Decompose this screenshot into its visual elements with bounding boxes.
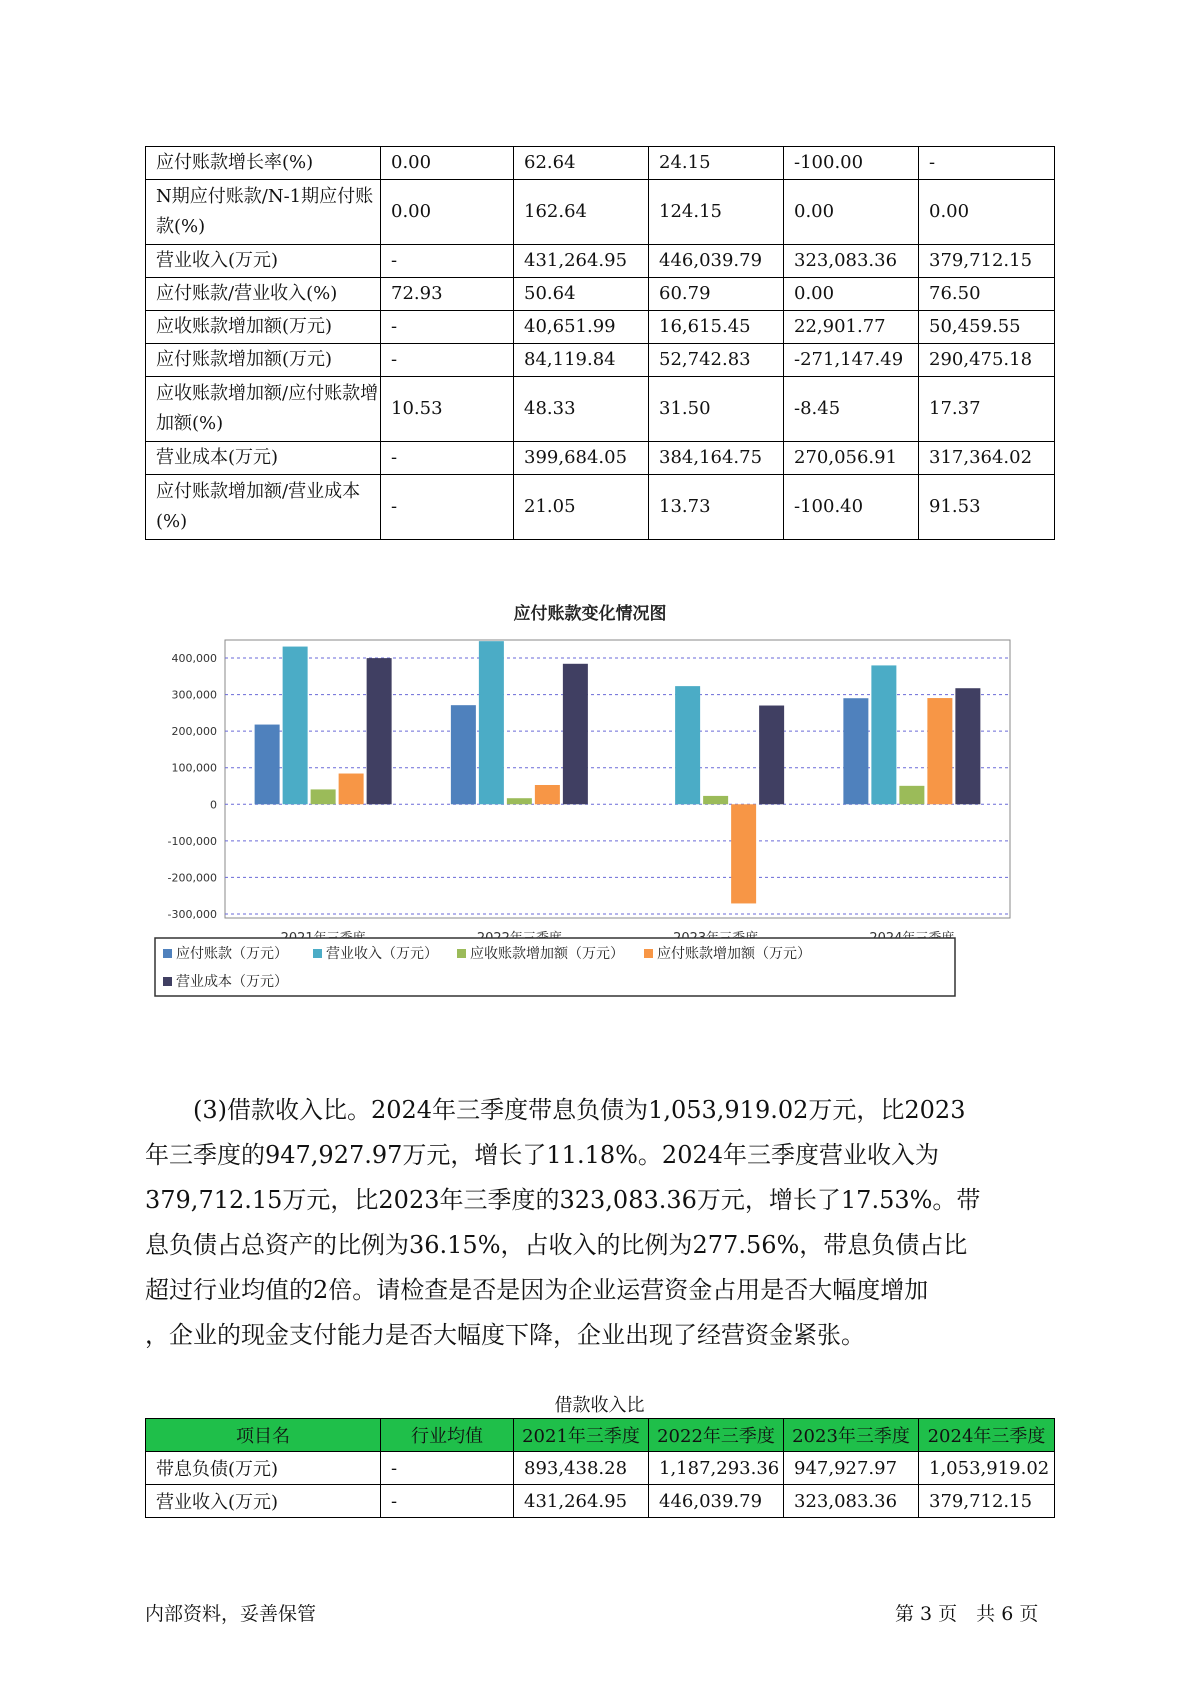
bar bbox=[563, 664, 588, 804]
row-label: 应收账款增加额(万元) bbox=[146, 311, 381, 344]
bar bbox=[759, 706, 784, 805]
column-header: 2024年三季度 bbox=[919, 1419, 1055, 1452]
cell: 24.15 bbox=[649, 147, 784, 180]
bar bbox=[367, 658, 392, 804]
footer-confidential: 内部资料，妥善保管 bbox=[145, 1603, 317, 1625]
table-row bbox=[146, 377, 1055, 442]
legend-label: 应付账款增加额（万元） bbox=[657, 946, 811, 962]
cell: 10.53 bbox=[381, 377, 514, 442]
cell: 446,039.79 bbox=[649, 1485, 784, 1518]
legend-swatch bbox=[313, 949, 322, 958]
bar bbox=[255, 725, 280, 805]
row-label: 应付账款增长率(%) bbox=[146, 147, 381, 180]
cell: 52,742.83 bbox=[649, 344, 784, 377]
table-row bbox=[146, 278, 1055, 311]
legend-swatch bbox=[163, 977, 172, 986]
footer-page-number: 第 3 页 共 6 页 bbox=[895, 1603, 1039, 1625]
legend-label: 营业成本（万元） bbox=[176, 974, 288, 990]
loan-income-table bbox=[145, 1418, 1055, 1518]
table-row bbox=[146, 1452, 1055, 1485]
row-label: 应付账款增加额/营业成本(%) bbox=[146, 475, 381, 540]
paragraph-line: 息负债占总资产的比例为36.15%，占收入的比例为277.56%，带息负债占比 bbox=[145, 1231, 968, 1259]
cell: 62.64 bbox=[514, 147, 649, 180]
cell: - bbox=[381, 311, 514, 344]
legend-label: 应付账款（万元） bbox=[176, 946, 288, 962]
cell: 290,475.18 bbox=[919, 344, 1055, 377]
cell: - bbox=[919, 147, 1055, 180]
cell: 317,364.02 bbox=[919, 442, 1055, 475]
column-header: 2021年三季度 bbox=[514, 1419, 649, 1452]
bar bbox=[731, 804, 756, 903]
bar bbox=[703, 796, 728, 804]
chart-svg bbox=[145, 596, 1035, 1051]
cell: 50.64 bbox=[514, 278, 649, 311]
y-tick-label: -100,000 bbox=[167, 834, 217, 848]
cell: 17.37 bbox=[919, 377, 1055, 442]
column-header: 2023年三季度 bbox=[784, 1419, 919, 1452]
cell: 50,459.55 bbox=[919, 311, 1055, 344]
cell: 76.50 bbox=[919, 278, 1055, 311]
legend-swatch bbox=[163, 949, 172, 958]
cell: 22,901.77 bbox=[784, 311, 919, 344]
cell: 48.33 bbox=[514, 377, 649, 442]
cell: 384,164.75 bbox=[649, 442, 784, 475]
table-row bbox=[146, 344, 1055, 377]
bar bbox=[927, 698, 952, 804]
cell: 270,056.91 bbox=[784, 442, 919, 475]
cell: 0.00 bbox=[784, 278, 919, 311]
cell: 0.00 bbox=[784, 180, 919, 245]
cell: 947,927.97 bbox=[784, 1452, 919, 1485]
bar bbox=[507, 798, 532, 804]
y-tick-label: 0 bbox=[210, 798, 217, 812]
bar bbox=[899, 786, 924, 804]
cell: 323,083.36 bbox=[784, 245, 919, 278]
chart-title: 应付账款变化情况图 bbox=[513, 604, 667, 624]
y-tick-label: -300,000 bbox=[167, 908, 217, 921]
bar bbox=[535, 785, 560, 804]
row-label: 应付账款/营业收入(%) bbox=[146, 278, 381, 311]
y-tick-label: 400,000 bbox=[171, 652, 217, 665]
bar bbox=[675, 686, 700, 804]
cell: 21.05 bbox=[514, 475, 649, 540]
cell: 379,712.15 bbox=[919, 1485, 1055, 1518]
row-label: 营业成本(万元) bbox=[146, 442, 381, 475]
row-label: 应收账款增加额/应付账款增加额(%) bbox=[146, 377, 381, 442]
cell: 0.00 bbox=[919, 180, 1055, 245]
table-row bbox=[146, 147, 1055, 180]
cell: 60.79 bbox=[649, 278, 784, 311]
cell: 323,083.36 bbox=[784, 1485, 919, 1518]
table-row bbox=[146, 180, 1055, 245]
row-label: 应付账款增加额(万元) bbox=[146, 344, 381, 377]
cell: 91.53 bbox=[919, 475, 1055, 540]
table-row bbox=[146, 442, 1055, 475]
row-label: N期应付账款/N-1期应付账款(%) bbox=[146, 180, 381, 245]
bar bbox=[283, 647, 308, 805]
cell: 431,264.95 bbox=[514, 1485, 649, 1518]
bar bbox=[451, 705, 476, 804]
y-tick-label: 200,000 bbox=[171, 725, 217, 739]
bar bbox=[479, 641, 504, 804]
table-row bbox=[146, 245, 1055, 278]
cell: -8.45 bbox=[784, 377, 919, 442]
cell: 0.00 bbox=[381, 147, 514, 180]
cell: 1,187,293.36 bbox=[649, 1452, 784, 1485]
cell: -100.00 bbox=[784, 147, 919, 180]
cell: - bbox=[381, 245, 514, 278]
row-label: 带息负债(万元) bbox=[146, 1452, 381, 1485]
legend-swatch bbox=[457, 949, 466, 958]
table-header-row bbox=[146, 1419, 1055, 1452]
row-label: 营业收入(万元) bbox=[146, 1485, 381, 1518]
cell: 0.00 bbox=[381, 180, 514, 245]
cell: 1,053,919.02 bbox=[919, 1452, 1055, 1485]
paragraph-line: (3)借款收入比。2024年三季度带息负债为1,053,919.02万元，比2023 bbox=[145, 1096, 966, 1124]
cell: 379,712.15 bbox=[919, 245, 1055, 278]
cell: 162.64 bbox=[514, 180, 649, 245]
cell: - bbox=[381, 1452, 514, 1485]
cell: 124.15 bbox=[649, 180, 784, 245]
cell: 84,119.84 bbox=[514, 344, 649, 377]
legend-label: 应收账款增加额（万元） bbox=[470, 946, 624, 962]
table-row bbox=[146, 475, 1055, 540]
y-tick-label: -200,000 bbox=[167, 871, 217, 885]
cell: 16,615.45 bbox=[649, 311, 784, 344]
cell: 31.50 bbox=[649, 377, 784, 442]
column-header: 2022年三季度 bbox=[649, 1419, 784, 1452]
cell: 72.93 bbox=[381, 278, 514, 311]
cell: - bbox=[381, 344, 514, 377]
cell: -271,147.49 bbox=[784, 344, 919, 377]
paragraph-line: ，企业的现金支付能力是否大幅度下降，企业出现了经营资金紧张。 bbox=[145, 1321, 865, 1349]
legend-swatch bbox=[644, 949, 653, 958]
cell: 893,438.28 bbox=[514, 1452, 649, 1485]
cell: 431,264.95 bbox=[514, 245, 649, 278]
paragraph-line: 年三季度的947,927.97万元，增长了11.18%。2024年三季度营业收入为 bbox=[145, 1141, 940, 1169]
cell: 446,039.79 bbox=[649, 245, 784, 278]
legend-label: 营业收入（万元） bbox=[326, 946, 438, 962]
column-header: 项目名 bbox=[146, 1419, 381, 1452]
cell: - bbox=[381, 1485, 514, 1518]
cell: 13.73 bbox=[649, 475, 784, 540]
y-tick-label: 100,000 bbox=[171, 761, 217, 775]
y-tick-label: 300,000 bbox=[171, 688, 217, 702]
payables-chart bbox=[145, 596, 1035, 1051]
payables-metrics-table bbox=[145, 146, 1055, 540]
table-caption: 借款收入比 bbox=[554, 1395, 645, 1416]
bar bbox=[311, 789, 336, 804]
bar bbox=[955, 688, 980, 804]
table-row bbox=[146, 1485, 1055, 1518]
paragraph-line: 379,712.15万元，比2023年三季度的323,083.36万元，增长了17.53%。带 bbox=[145, 1186, 981, 1214]
column-header: 行业均值 bbox=[381, 1419, 514, 1452]
cell: - bbox=[381, 475, 514, 540]
cell: -100.40 bbox=[784, 475, 919, 540]
row-label: 营业收入(万元) bbox=[146, 245, 381, 278]
cell: - bbox=[381, 442, 514, 475]
cell: 40,651.99 bbox=[514, 311, 649, 344]
bar bbox=[843, 698, 868, 804]
body-paragraph bbox=[145, 1088, 1057, 1358]
paragraph-line: 超过行业均值的2倍。请检查是否是因为企业运营资金占用是否大幅度增加 bbox=[145, 1276, 929, 1304]
bar bbox=[339, 774, 364, 805]
cell: 399,684.05 bbox=[514, 442, 649, 475]
table-row bbox=[146, 311, 1055, 344]
bar bbox=[871, 665, 896, 804]
